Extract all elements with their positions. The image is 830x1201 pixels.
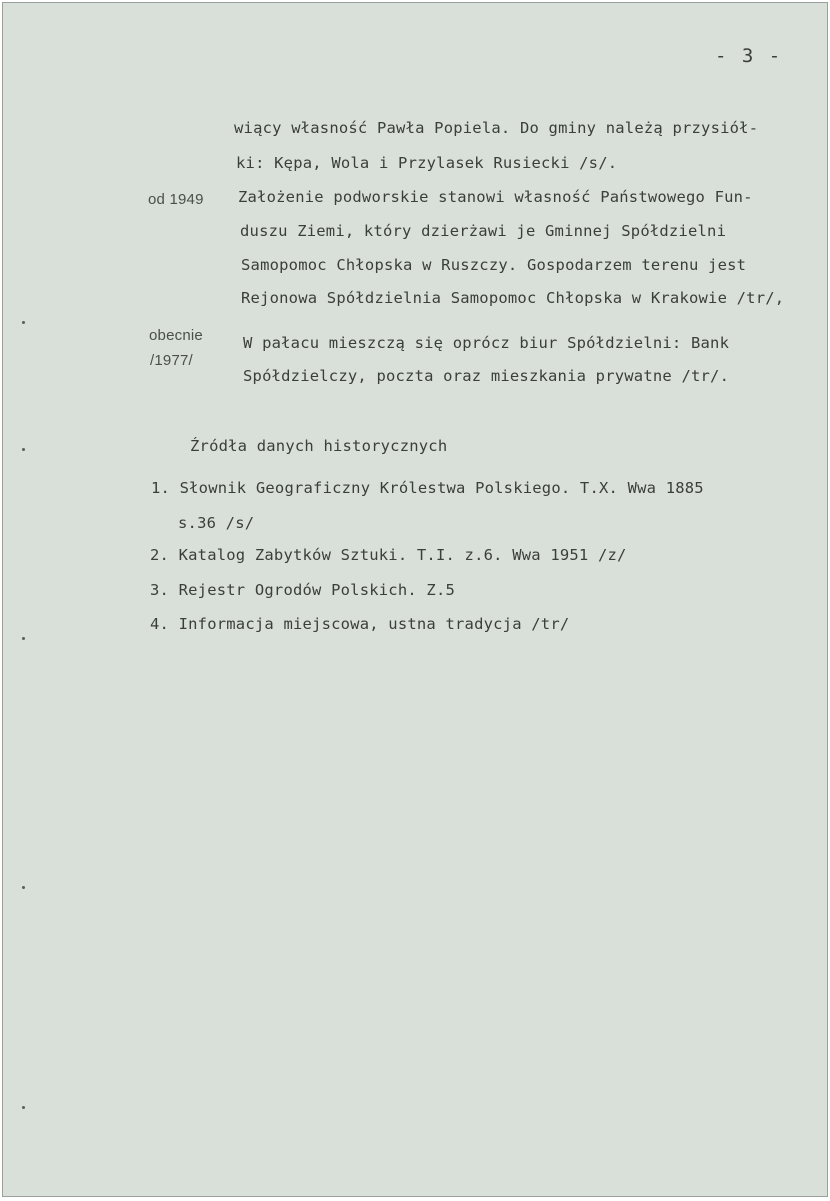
body-line: duszu Ziemi, który dzierżawi je Gminnej Spółdzielni [240,222,727,240]
body-line: Rejonowa Spółdzielnia Samopomoc Chłopska w Krakowie /tr/, [241,289,785,307]
body-line: ki: Kępa, Wola i Przylasek Rusiecki /s/. [236,154,618,172]
source-item: s.36 /s/ [178,514,255,532]
body-line: Spółdzielczy, poczta oraz mieszkania prywatne /tr/. [243,367,730,385]
margin-dot [22,321,25,324]
margin-dot [22,886,25,889]
margin-note-since: od 1949 [148,191,204,208]
margin-note-year: /1977/ [150,352,193,369]
source-item: 3. Rejestr Ogrodów Polskich. Z.5 [150,581,456,599]
page-number: - 3 - [715,45,783,67]
body-line: W pałacu mieszczą się oprócz biur Spółdzielni: Bank [243,334,730,352]
source-item: 1. Słownik Geograficzny Królestwa Polskiego. T.X. Wwa 1885 [151,479,704,497]
margin-dot [22,637,25,640]
body-line: Samopomoc Chłopska w Ruszczy. Gospodarzem terenu jest [241,256,747,274]
body-line: wiący własność Pawła Popiela. Do gminy należą przysiół- [234,119,759,137]
document-page [2,2,828,1197]
source-item: 4. Informacja miejscowa, ustna tradycja /tr/ [150,615,570,633]
body-line: Założenie podworskie stanowi własność Państwowego Fun- [238,188,753,206]
margin-dot [22,1106,25,1109]
margin-note-now: obecnie [149,327,203,344]
sources-heading: Źródła danych historycznych [190,437,448,455]
source-item: 2. Katalog Zabytków Sztuki. T.I. z.6. Wwa 1951 /z/ [150,546,627,564]
margin-dot [22,448,25,451]
